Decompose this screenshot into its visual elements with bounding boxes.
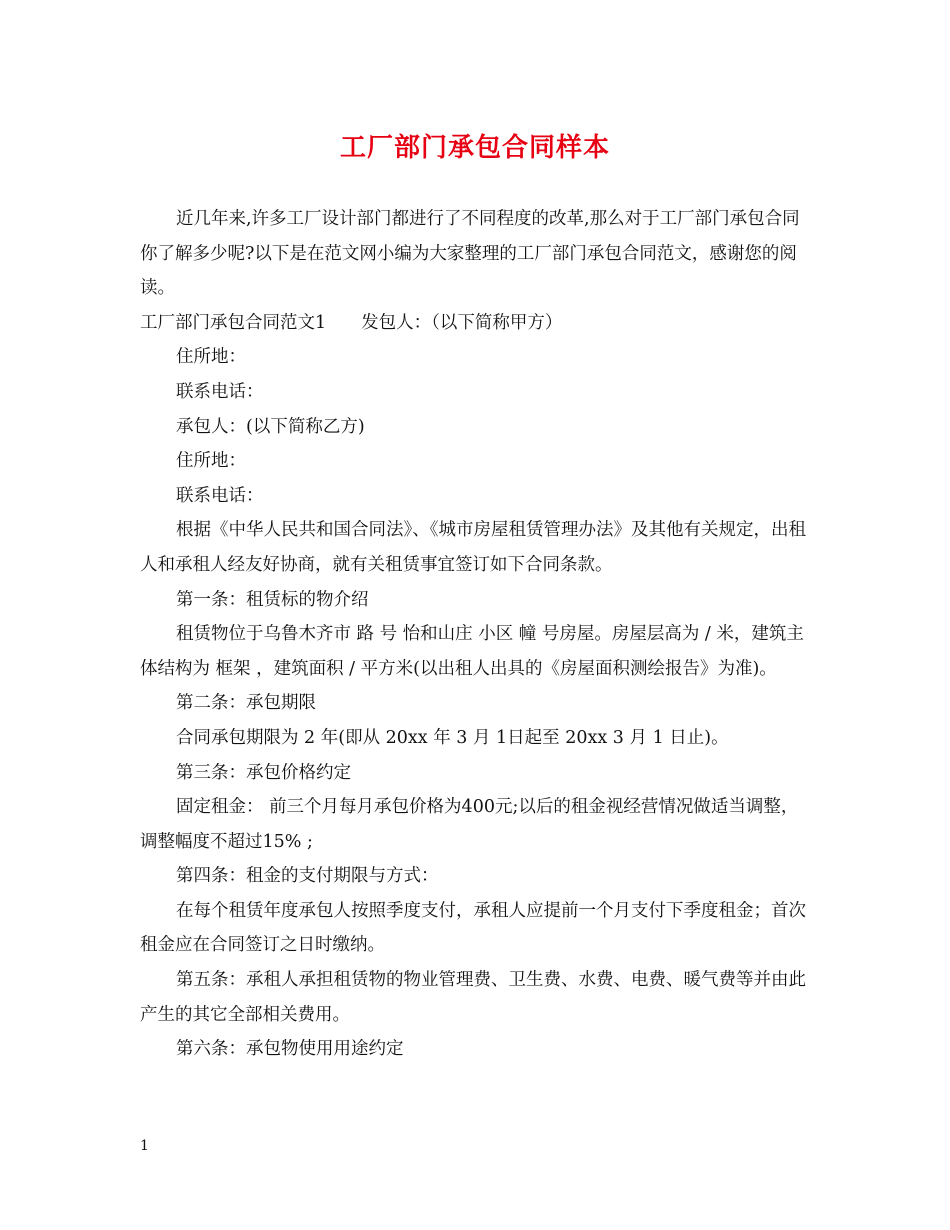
- paragraph: 第六条：承包物使用用途约定: [176, 1039, 404, 1060]
- page-number: 1: [140, 1138, 149, 1154]
- paragraph: 第一条：租赁标的物介绍: [176, 589, 369, 610]
- paragraph: 第四条：租金的支付期限与方式：: [176, 866, 439, 887]
- paragraph: 第三条：承包价格约定: [176, 762, 351, 783]
- document-body: [140, 202, 812, 1067]
- paragraph: 合同承包期限为 2 年(即从 20xx 年 3 月 1日起至 20xx 3 月 1 日止)。: [176, 727, 729, 748]
- document-title: 工厂部门承包合同样本: [339, 133, 610, 163]
- paragraph: 工厂部门承包合同范文1 发包人：（以下简称甲方）: [140, 312, 563, 333]
- paragraph: 根据《中华人民共和国合同法》、《城市房屋租赁管理办法》及其他有关规定，出租人和承租人经友好协商，就有关租赁事宜签订如下合同条款。: [140, 520, 806, 575]
- paragraph: 承包人：(以下简称乙方): [176, 416, 365, 437]
- paragraph: 第五条：承租人承担租赁物的物业管理费、卫生费、水费、电费、暖气费等并由此产生的其它全部相关费用。: [140, 970, 806, 1025]
- paragraph: 住所地：: [176, 451, 246, 472]
- paragraph: 第二条：承包期限: [176, 693, 316, 714]
- paragraph: 固定租金： 前三个月每月承包价格为400元;以后的租金视经营情况做适当调整，调整幅度不超过15% ;: [140, 797, 799, 852]
- paragraph: 租赁物位于乌鲁木齐市 路 号 怡和山庄 小区 幢 号房屋。房屋层高为 / 米，建筑主体结构为 框架 ，建筑面积 / 平方米(以出租人出具的《房屋面积测绘报告》为准)。: [140, 624, 804, 679]
- paragraph: 住所地：: [176, 347, 246, 368]
- paragraph: 在每个租赁年度承包人按照季度支付，承租人应提前一个月支付下季度租金；首次租金应在合同签订之日时缴纳。: [140, 900, 806, 956]
- paragraph: 联系电话：: [176, 485, 264, 506]
- paragraph: 近几年来,许多工厂设计部门都进行了不同程度的改革,那么对于工厂部门承包合同你了解多少呢?以下是在范文网小编为大家整理的工厂部门承包合同范文，感谢您的阅读。: [140, 209, 800, 299]
- paragraph: 联系电话：: [176, 381, 264, 402]
